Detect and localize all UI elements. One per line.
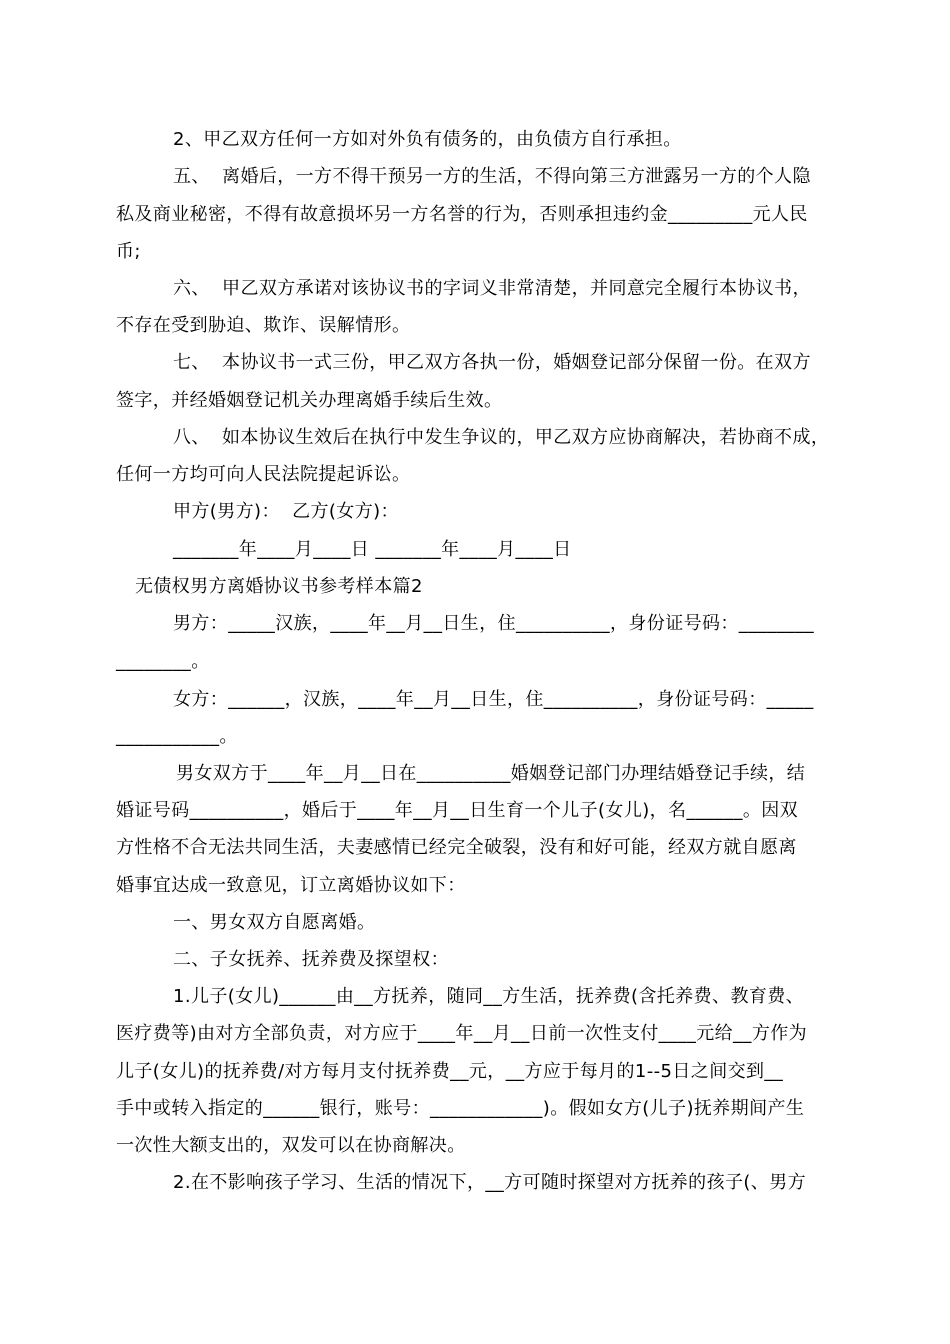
text-line: 医疗费等)由对方全部负责，对方应于____年__月__日前一次性支付____元给__方作为 [116, 1023, 808, 1044]
section-heading: 无债权男方离婚协议书参考样本篇2 [135, 576, 423, 597]
text-line: 五、 离婚后，一方不得干预另一方的生活，不得向第三方泄露另一方的个人隐 [173, 166, 811, 187]
text-line: 任何一方均可向人民法院提起诉讼。 [116, 464, 411, 485]
text-line: 婚事宜达成一致意见，订立离婚协议如下： [116, 875, 466, 896]
text-line: 婚证号码__________，婚后于____年__月__日生育一个儿子(女儿)，名______。因双 [116, 800, 799, 821]
text-line: ________。 [116, 651, 210, 672]
text-line: 二、子女抚养、抚养费及探望权： [173, 949, 449, 970]
text-line: 男方：_____汉族，____年__月__日生，住__________，身份证号码：________ [173, 613, 814, 634]
text-line: ___________。 [116, 726, 238, 747]
text-line: 不存在受到胁迫、欺诈、误解情形。 [116, 315, 411, 336]
text-line: 2.在不影响孩子学习、生活的情况下，__方可随时探望对方抚养的孩子(、男方 [173, 1172, 806, 1193]
text-line: 八、 如本协议生效后在执行中发生争议的，甲乙双方应协商解决，若协商不成， [173, 427, 830, 448]
text-line: 签字，并经婚姻登记机关办理离婚手续后生效。 [116, 390, 503, 411]
text-line: 手中或转入指定的______银行，账号：____________)。假如女方(儿子)抚养期间产生 [116, 1098, 805, 1119]
text-line: 女方：______，汉族，____年__月__日生，住__________，身份证号码：_____ [173, 689, 814, 710]
text-line: 币; [116, 241, 141, 262]
text-line: 一、男女双方自愿离婚。 [173, 912, 376, 933]
text-line: 甲方(男方)： 乙方(女方)： [173, 501, 399, 522]
text-line: 男女双方于____年__月__日在__________婚姻登记部门办理结婚登记手续，结 [176, 763, 806, 784]
text-line: 七、 本协议书一式三份，甲乙双方各执一份，婚姻登记部分保留一份。在双方 [173, 352, 811, 373]
text-line: 1.儿子(女儿)______由__方抚养，随同__方生活，抚养费(含托养费、教育费、 [173, 986, 805, 1007]
text-line: _______年____月____日 _______年____月____日 [173, 539, 572, 560]
text-line: 方性格不合无法共同生活，夫妻感情已经完全破裂，没有和好可能，经双方就自愿离 [116, 837, 797, 858]
text-line: 六、 甲乙双方承诺对该协议书的字词义非常清楚，并同意完全履行本协议书， [173, 278, 811, 299]
text-line: 2、甲乙双方任何一方如对外负有债务的，由负债方自行承担。 [173, 129, 682, 150]
text-line: 一次性大额支出的，双发可以在协商解决。 [116, 1135, 466, 1156]
text-line: 儿子(女儿)的抚养费/对方每月支付抚养费__元，__方应于每月的1--5日之间交到__ [116, 1061, 784, 1082]
text-line: 私及商业秘密，不得有故意损坏另一方名誉的行为，否则承担违约金_________元人民 [116, 204, 808, 225]
